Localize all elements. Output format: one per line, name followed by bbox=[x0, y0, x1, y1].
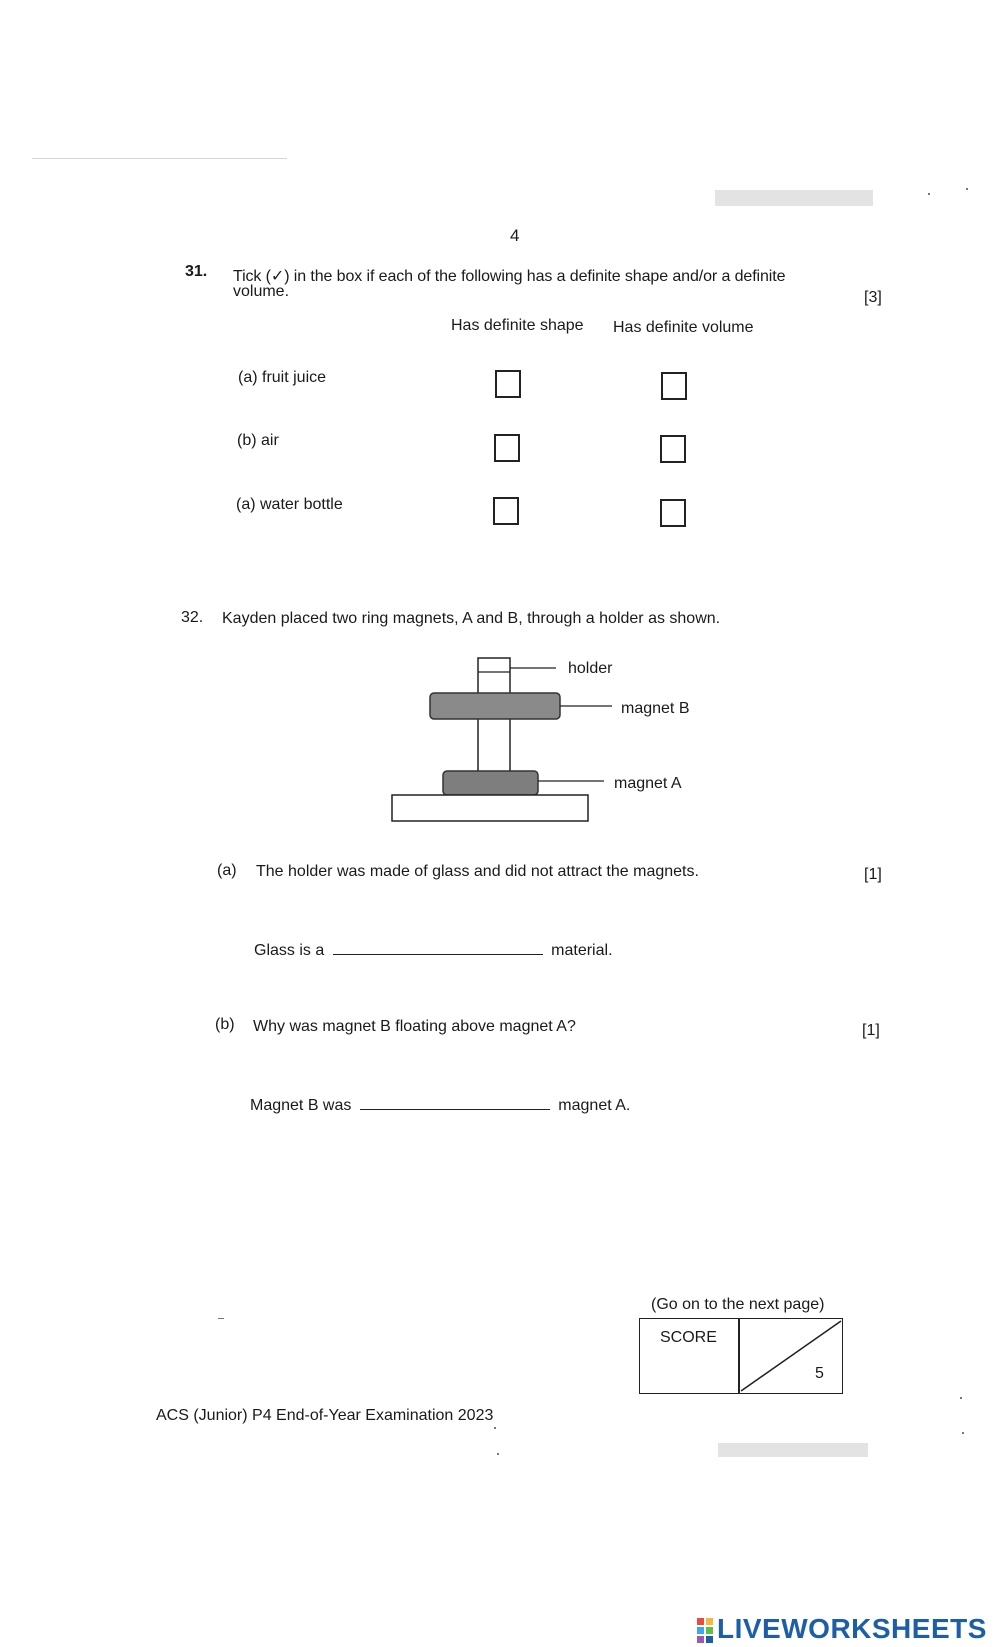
liveworksheets-logo-text: LIVEWORKSHEETS bbox=[717, 1613, 987, 1644]
q32a-answer-line bbox=[254, 938, 613, 960]
score-total: 5 bbox=[815, 1365, 824, 1382]
q31-col-shape-header: Has definite shape bbox=[451, 317, 584, 334]
q31-number: 31. bbox=[185, 263, 208, 280]
exam-title: ACS (Junior) P4 End-of-Year Examination 2023 bbox=[156, 1407, 494, 1424]
go-on-next-page: (Go on to the next page) bbox=[651, 1296, 825, 1313]
score-label: SCORE bbox=[660, 1329, 717, 1346]
scan-top-line bbox=[32, 158, 287, 159]
q31-c-volume-checkbox[interactable] bbox=[660, 499, 686, 527]
magnet-a bbox=[443, 771, 538, 795]
q32b-label: (b) bbox=[215, 1016, 235, 1033]
q31-text-line2: volume. bbox=[233, 283, 290, 300]
scan-dot bbox=[962, 1432, 964, 1434]
scan-dot bbox=[218, 1318, 224, 1319]
q31-row-label: (a) fruit juice bbox=[238, 369, 327, 386]
q32a-answer-suffix: material. bbox=[551, 942, 613, 959]
q31-b-volume-checkbox[interactable] bbox=[660, 435, 686, 463]
q31-row-label: (b) air bbox=[237, 432, 279, 449]
scan-dot bbox=[497, 1453, 499, 1455]
label-magnet-a: magnet A bbox=[614, 775, 682, 792]
page-number: 4 bbox=[510, 226, 520, 245]
magnet-b bbox=[430, 693, 560, 719]
q32b-answer-line bbox=[250, 1093, 630, 1115]
q32b-answer-suffix: magnet A. bbox=[558, 1097, 631, 1114]
q32a-answer-prefix: Glass is a bbox=[254, 942, 325, 959]
q31-b-shape-checkbox[interactable] bbox=[494, 434, 520, 462]
q32a-label: (a) bbox=[217, 862, 237, 879]
scan-smudge-bottom bbox=[718, 1443, 868, 1457]
q32b-marks: [1] bbox=[862, 1022, 880, 1039]
q31-a-volume-checkbox[interactable] bbox=[661, 372, 687, 400]
q32b-answer-prefix: Magnet B was bbox=[250, 1097, 352, 1114]
q32a-question: The holder was made of glass and did not attract the magnets. bbox=[256, 863, 699, 880]
score-diagonal bbox=[739, 1319, 843, 1393]
scan-dot bbox=[928, 193, 930, 195]
q31-row-label: (a) water bottle bbox=[236, 496, 343, 513]
scan-dot bbox=[960, 1397, 962, 1399]
q31-col-volume-header: Has definite volume bbox=[613, 319, 754, 336]
scan-smudge-top bbox=[715, 190, 873, 206]
label-magnet-b: magnet B bbox=[621, 700, 690, 717]
q32b-answer-blank[interactable] bbox=[360, 1093, 550, 1110]
q32-number: 32. bbox=[181, 609, 204, 626]
score-box bbox=[639, 1318, 843, 1394]
q31-marks: [3] bbox=[864, 289, 882, 306]
scan-dot bbox=[494, 1427, 496, 1429]
q32b-question: Why was magnet B floating above magnet A? bbox=[253, 1018, 576, 1035]
q32a-answer-blank[interactable] bbox=[333, 938, 543, 955]
holder-base bbox=[392, 795, 588, 821]
scan-dot bbox=[966, 188, 968, 190]
label-holder: holder bbox=[568, 660, 613, 677]
q31-c-shape-checkbox[interactable] bbox=[493, 497, 519, 525]
q32a-marks: [1] bbox=[864, 866, 882, 883]
magnet-holder-diagram bbox=[380, 650, 700, 830]
q31-a-shape-checkbox[interactable] bbox=[495, 370, 521, 398]
q32-text: Kayden placed two ring magnets, A and B, through a holder as shown. bbox=[222, 610, 721, 627]
q31-text-line1: Tick (✓) in the box if each of the following has a definite shape and/or a definite bbox=[233, 268, 786, 285]
